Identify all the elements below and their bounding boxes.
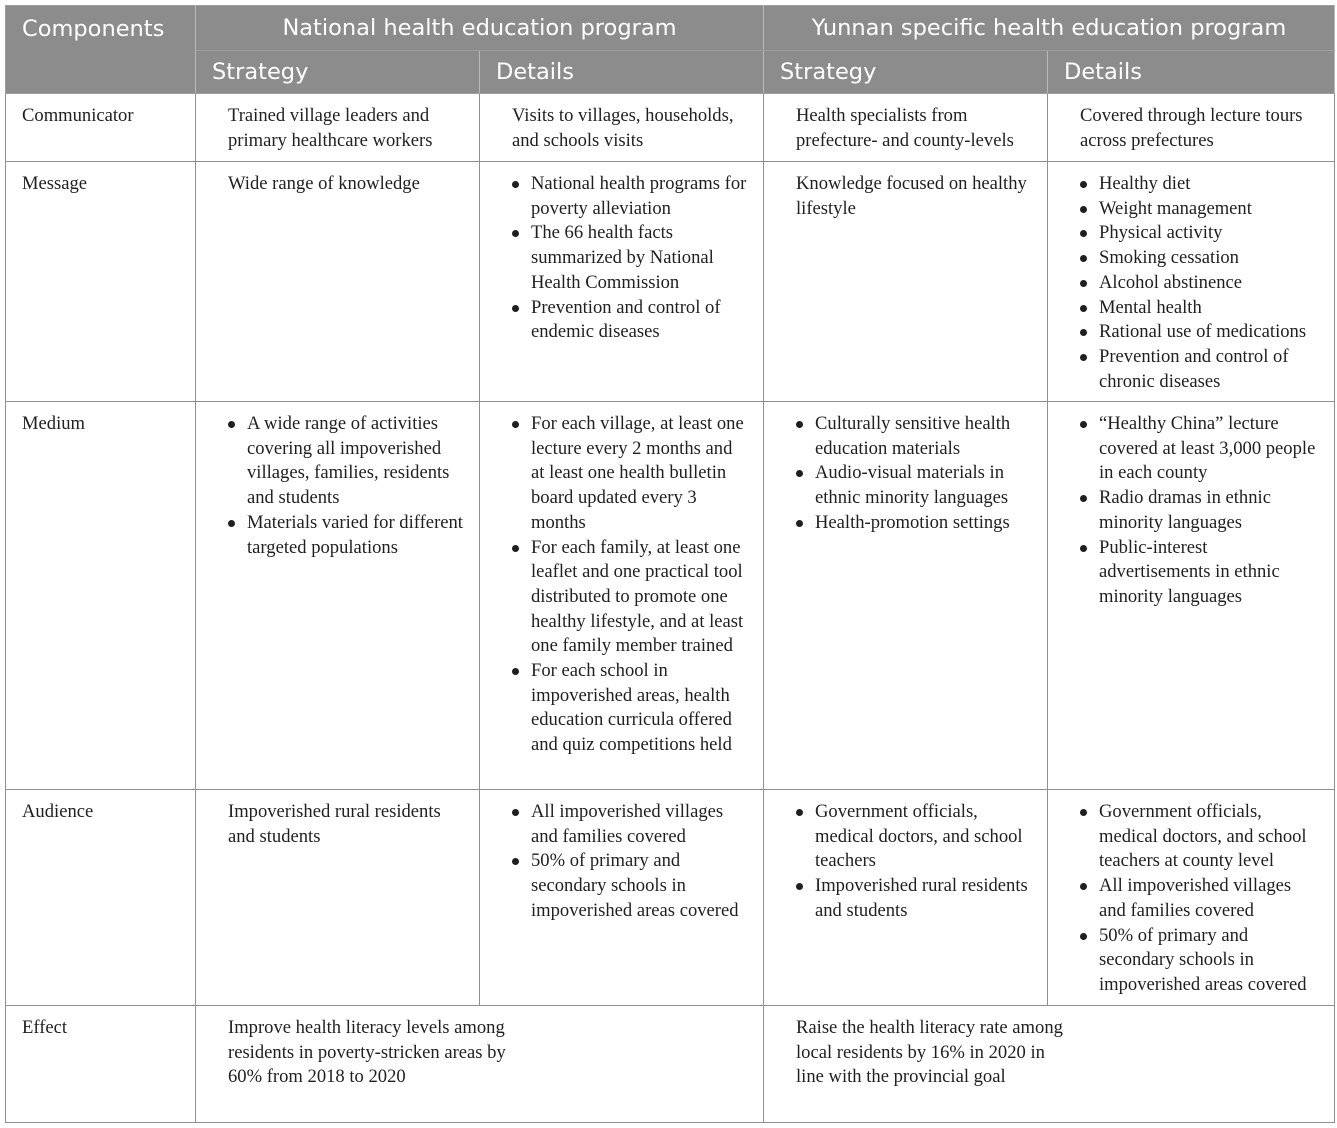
header-national-strategy: Strategy bbox=[196, 51, 480, 94]
cell-audience-yunnan-strategy bbox=[764, 790, 1048, 1006]
cell-communicator-national-strategy: Trained village leaders and primary healthcare workers bbox=[196, 94, 480, 162]
cell-audience-national-strategy: Impoverished rural residents and students bbox=[196, 790, 480, 1006]
cell-effect-national: Improve health literacy levels among residents in poverty-stricken areas by 60% from 2018 to 2020 bbox=[196, 1006, 764, 1123]
list-item: Materials varied for different targeted populations bbox=[228, 511, 463, 560]
cell-message-national-strategy: Wide range of knowledge bbox=[196, 162, 480, 402]
list-item: All impoverished villages and families covered bbox=[1080, 874, 1318, 923]
list-item: Impoverished rural residents and students bbox=[796, 874, 1031, 923]
health-education-table bbox=[5, 5, 1335, 1123]
list-item: Culturally sensitive health education materials bbox=[796, 412, 1031, 461]
list-item: Rational use of medications bbox=[1080, 320, 1318, 345]
cell-medium-yunnan-details bbox=[1048, 402, 1335, 790]
list-item: Radio dramas in ethnic minority languages bbox=[1080, 486, 1318, 535]
list-item: “Healthy China” lecture covered at least 3,000 people in each county bbox=[1080, 412, 1318, 486]
row-label-communicator: Communicator bbox=[6, 94, 196, 162]
cell-medium-national-strategy bbox=[196, 402, 480, 790]
cell-message-yunnan-strategy: Knowledge focused on healthy lifestyle bbox=[764, 162, 1048, 402]
header-yunnan-details: Details bbox=[1048, 51, 1335, 94]
cell-medium-yunnan-strategy bbox=[764, 402, 1048, 790]
list-item: Physical activity bbox=[1080, 221, 1318, 246]
header-yunnan-program: Yunnan specific health education program bbox=[764, 6, 1335, 51]
cell-communicator-national-details: Visits to villages, households, and schools visits bbox=[480, 94, 764, 162]
table-row-communicator bbox=[6, 94, 1335, 162]
list-item: 50% of primary and secondary schools in impoverished areas covered bbox=[512, 849, 747, 923]
list-item: Government officials, medical doctors, and school teachers at county level bbox=[1080, 800, 1318, 874]
list-item: National health programs for poverty alleviation bbox=[512, 172, 747, 221]
list-item: Public-interest advertisements in ethnic minority languages bbox=[1080, 536, 1318, 610]
list-item: Health-promotion settings bbox=[796, 511, 1031, 536]
row-label-message: Message bbox=[6, 162, 196, 402]
list-item: Prevention and control of endemic diseases bbox=[512, 296, 747, 345]
table-row-effect bbox=[6, 1006, 1335, 1123]
list-item: A wide range of activities covering all impoverished villages, families, residents and students bbox=[228, 412, 463, 511]
list-item: Weight management bbox=[1080, 197, 1318, 222]
list-item: Prevention and control of chronic diseases bbox=[1080, 345, 1318, 394]
list-item: Smoking cessation bbox=[1080, 246, 1318, 271]
cell-message-national-details bbox=[480, 162, 764, 402]
list-item: Mental health bbox=[1080, 296, 1318, 321]
row-label-effect: Effect bbox=[6, 1006, 196, 1123]
cell-audience-national-details bbox=[480, 790, 764, 1006]
list-item: All impoverished villages and families covered bbox=[512, 800, 747, 849]
list-item: Healthy diet bbox=[1080, 172, 1318, 197]
list-item: For each family, at least one leaflet and one practical tool distributed to promote one healthy lifestyle, and at least one family member trained bbox=[512, 536, 747, 660]
row-label-audience: Audience bbox=[6, 790, 196, 1006]
header-national-program: National health education program bbox=[196, 6, 764, 51]
list-item: Alcohol abstinence bbox=[1080, 271, 1318, 296]
cell-communicator-yunnan-strategy: Health specialists from prefecture- and county-levels bbox=[764, 94, 1048, 162]
table-row-medium bbox=[6, 402, 1335, 790]
list-item: Audio-visual materials in ethnic minority languages bbox=[796, 461, 1031, 510]
cell-audience-yunnan-details bbox=[1048, 790, 1335, 1006]
cell-message-yunnan-details bbox=[1048, 162, 1335, 402]
table-row-message bbox=[6, 162, 1335, 402]
table-row-audience bbox=[6, 790, 1335, 1006]
cell-communicator-yunnan-details: Covered through lecture tours across prefectures bbox=[1048, 94, 1335, 162]
list-item: The 66 health facts summarized by National Health Commission bbox=[512, 221, 747, 295]
list-item: 50% of primary and secondary schools in impoverished areas covered bbox=[1080, 924, 1318, 998]
cell-effect-yunnan: Raise the health literacy rate among local residents by 16% in 2020 in line with the provincial goal bbox=[764, 1006, 1335, 1123]
list-item: For each village, at least one lecture every 2 months and at least one health bulletin board updated every 3 months bbox=[512, 412, 747, 536]
list-item: Government officials, medical doctors, and school teachers bbox=[796, 800, 1031, 874]
cell-medium-national-details bbox=[480, 402, 764, 790]
header-components: Components bbox=[6, 6, 196, 94]
header-national-details: Details bbox=[480, 51, 764, 94]
header-yunnan-strategy: Strategy bbox=[764, 51, 1048, 94]
row-label-medium: Medium bbox=[6, 402, 196, 790]
list-item: For each school in impoverished areas, health education curricula offered and quiz competitions held bbox=[512, 659, 747, 758]
